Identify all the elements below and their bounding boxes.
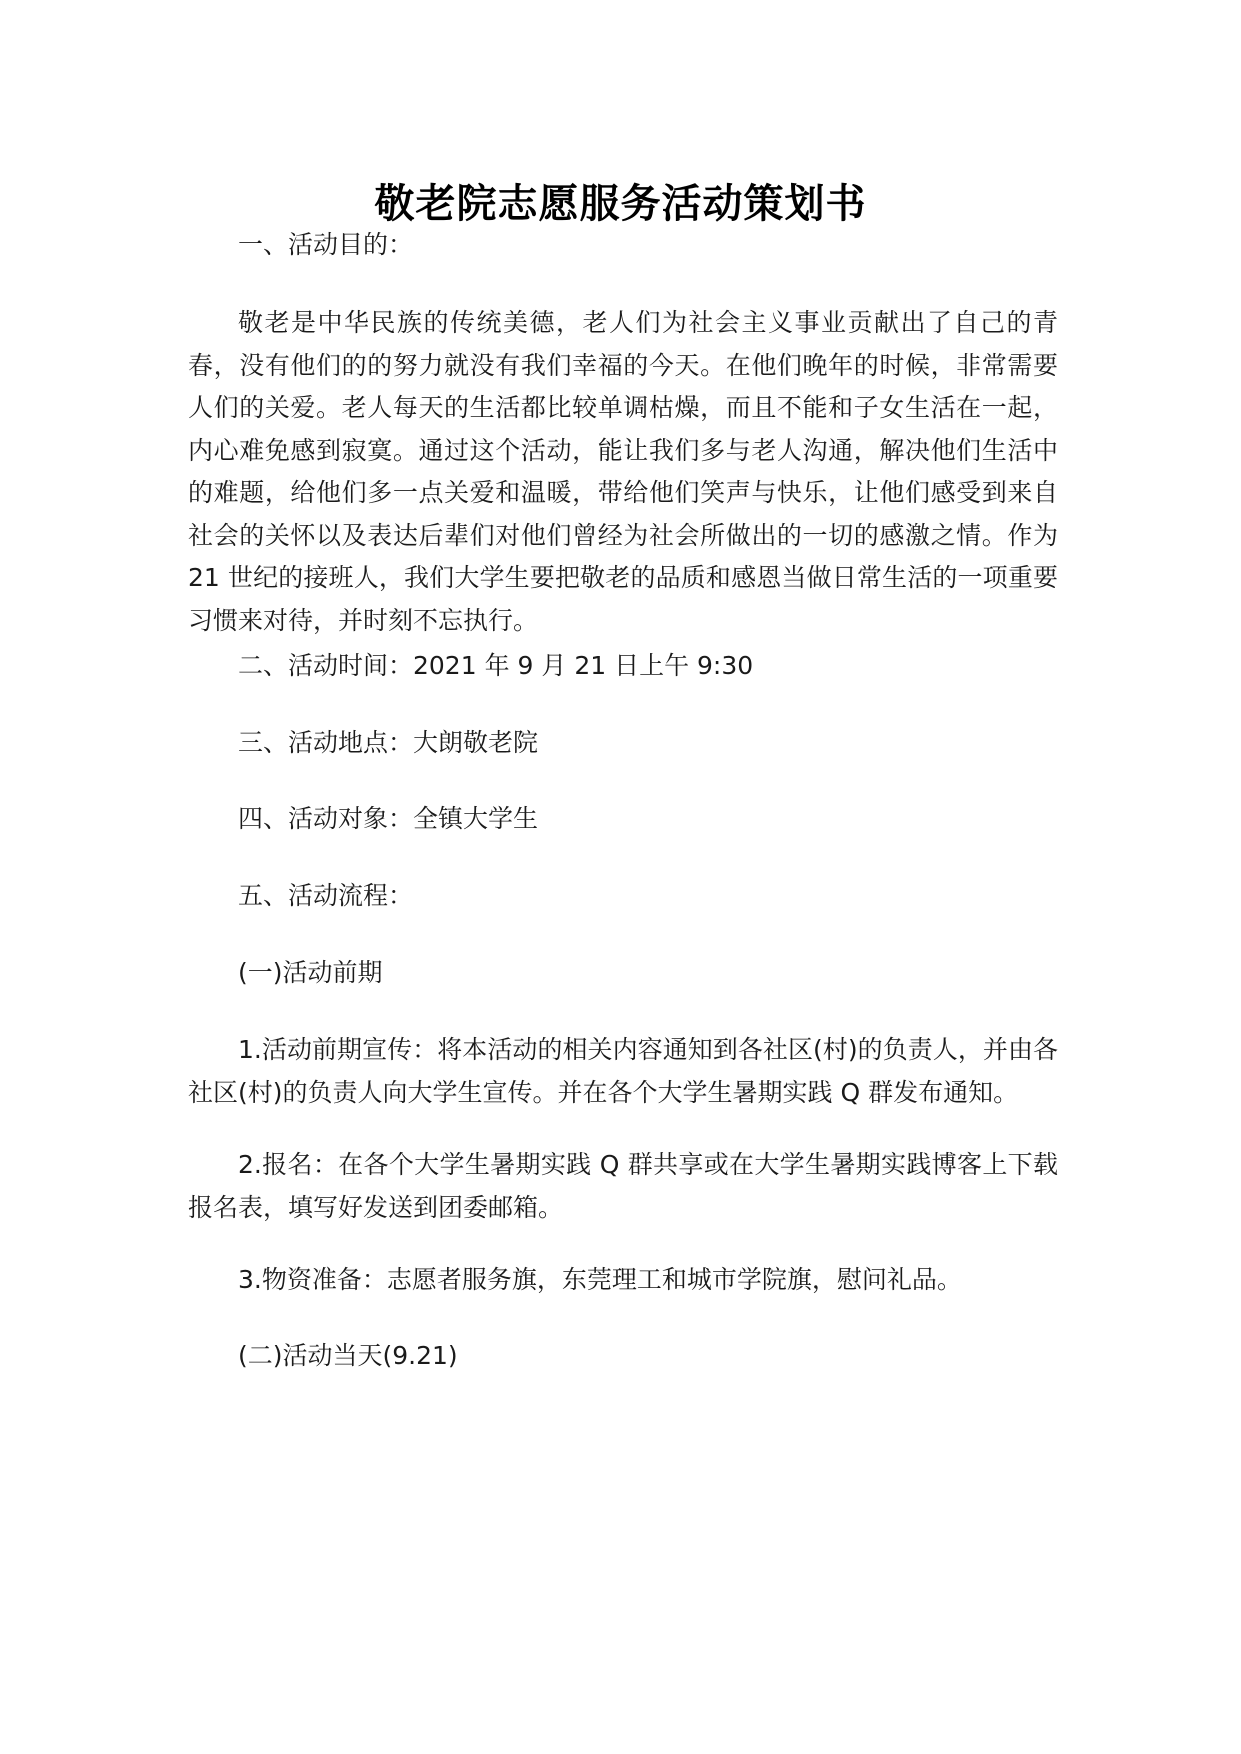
section-1-body: 敬老是中华民族的传统美德，老人们为社会主义事业贡献出了自己的青春，没有他们的的努力就没有我们幸福的今天。在他们晚年的时候，非常需要人们的关爱。老人每天的生活都比较单调枯燥，而且不能和子女生活在一起，内心难免感到寂寞。通过这个活动，能让我们多与老人沟通，解决他们生活中的难题，给他们多一点关爱和温暖，带给他们笑声与快乐，让他们感受到来自社会的关怀以及表达后辈们对他们曾经为社会所做出的一切的感激之情。作为 21 世纪的接班人，我们大学生要把敬老的品质和感恩当做日常生活的一项重要习惯来对待，并时刻不忘执行。 bbox=[188, 308, 1058, 635]
section-4-audience: 四、活动对象：全镇大学生 bbox=[238, 804, 539, 833]
phase-2-heading: (二)活动当天(9.21) bbox=[238, 1341, 458, 1370]
phase-1-heading: (一)活动前期 bbox=[238, 958, 383, 987]
item-2-registration: 2.报名：在各个大学生暑期实践 Q 群共享或在大学生暑期实践博客上下载报名表，填写好发送到团委邮箱。 bbox=[188, 1150, 1058, 1222]
section-5-heading: 五、活动流程： bbox=[238, 881, 414, 910]
section-3-location: 三、活动地点：大朗敬老院 bbox=[238, 728, 539, 757]
section-1-heading: 一、活动目的： bbox=[238, 230, 414, 259]
item-3-materials: 3.物资准备：志愿者服务旗，东莞理工和城市学院旗，慰问礼品。 bbox=[238, 1265, 962, 1294]
section-2-time: 二、活动时间：2021 年 9 月 21 日上午 9:30 bbox=[238, 651, 754, 680]
document-title: 敬老院志愿服务活动策划书 bbox=[374, 181, 867, 227]
item-1-publicity: 1.活动前期宣传：将本活动的相关内容通知到各社区(村)的负责人，并由各社区(村)的负责人向大学生宣传。并在各个大学生暑期实践 Q 群发布通知。 bbox=[188, 1035, 1058, 1107]
